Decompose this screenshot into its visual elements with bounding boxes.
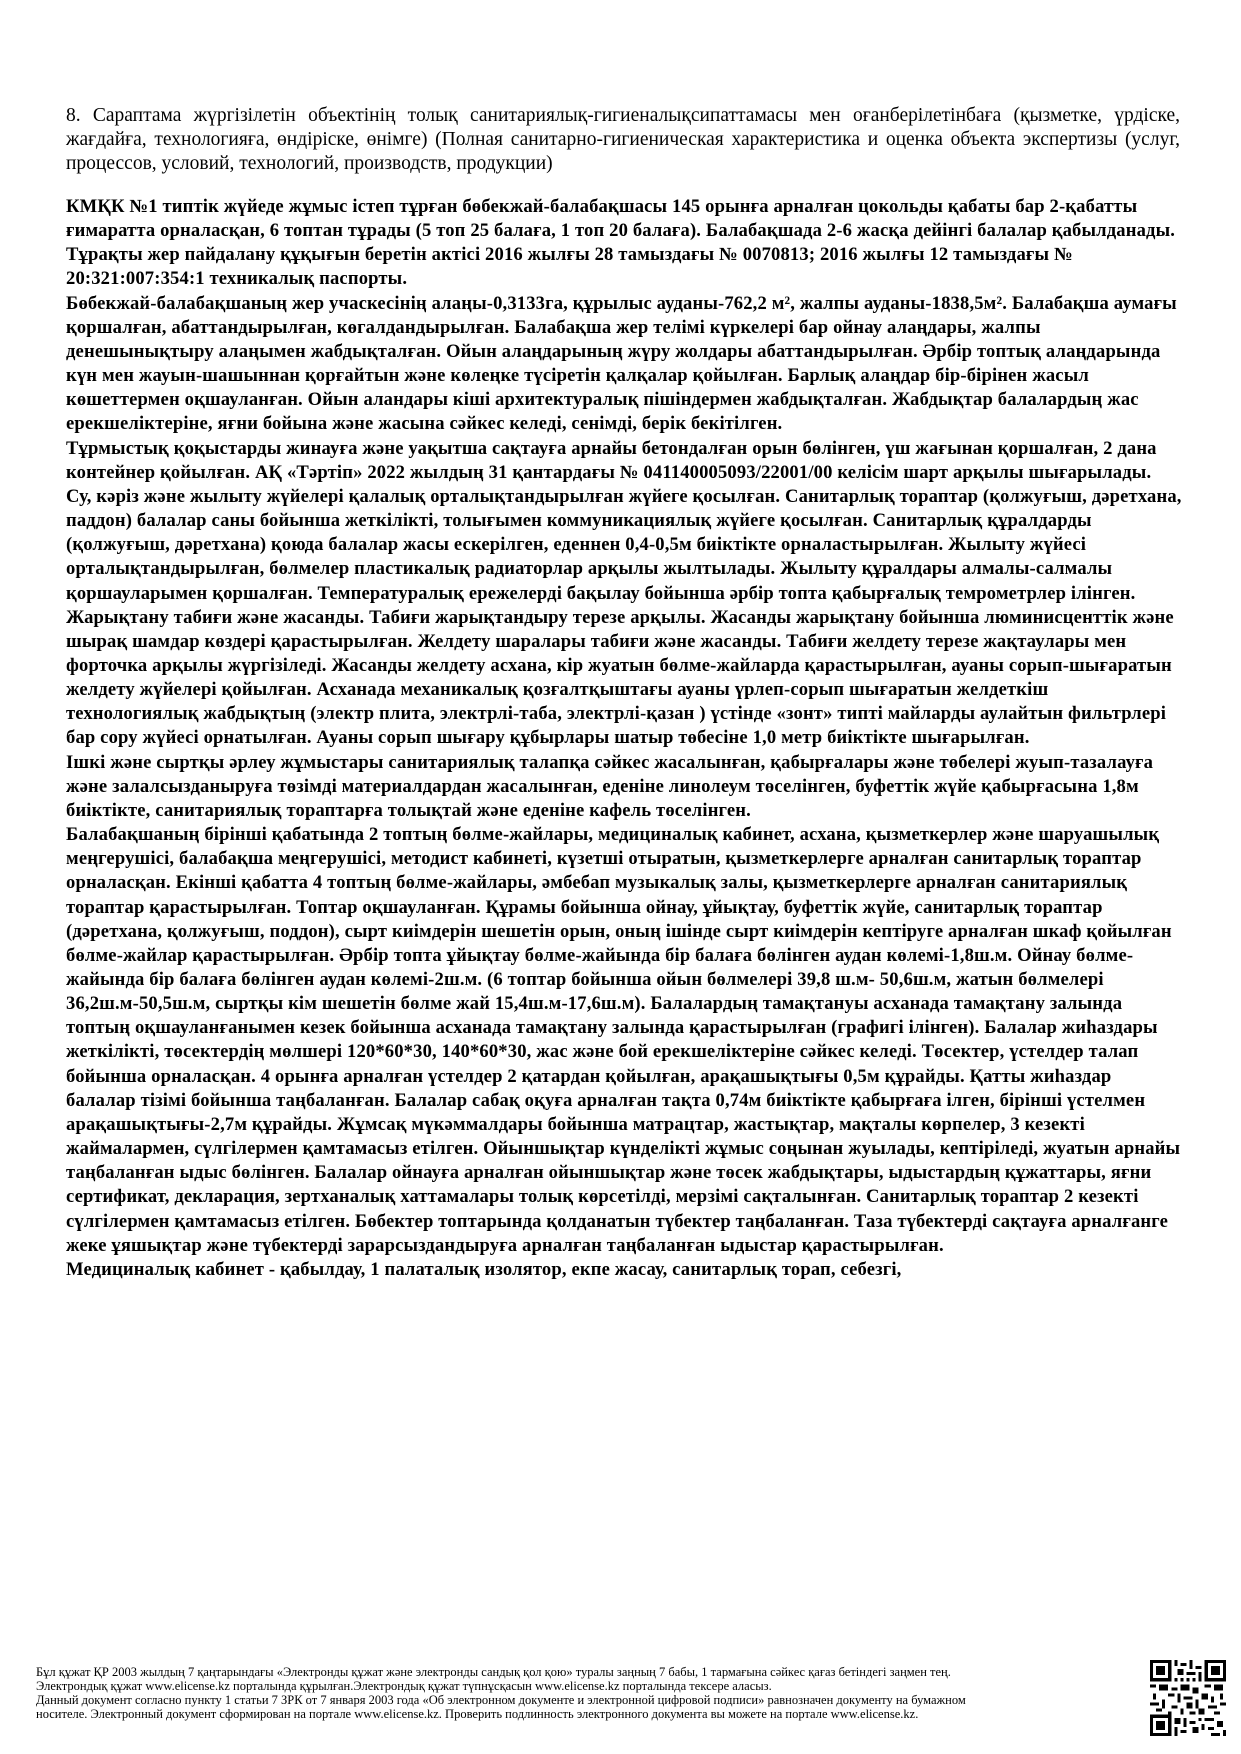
legal-footer bbox=[36, 1665, 1136, 1721]
paragraph-layout-groups: Балабақшаның бірінші қабатында 2 топтың бөлме-жайлары, медициналық кабинет, асхана, қызметкерлер және шаруашылық меңгерушісі, балабақша меңгерушісі, методист кабинеті, күзетші отыратын, қызметкерлерге арналған санитарлық тораптар орналасқан. Екінші қабатта 4 топтың бөлме-жайлары, әмбебап музыкалық залы, қызметкерлерге арналған санитариялық тораптар қарастырылған. Топтар оқшауланған. Құрамы бойынша ойнау, ұйықтау, буфеттік жүйе, санитарлық тораптар (дәретхана, қолжуғыш, поддон), сырт киімдерін шешетін орын, оның ішінде сырт киімдерін кептіруге арналған шкаф қойылған бөлме-жайлар қарастырылған. Әрбір топта ұйықтау бөлме-жайында бір балаға бөлінген аудан көлемі-1,8ш.м. Ойнау бөлме-жайында бір балаға бөлінген аудан көлемі-2ш.м. (6 топтар бойынша ойын бөлмелері 39,8 ш.м- 50,6ш.м, жатын бөлмелері 36,2ш.м-50,5ш.м, сыртқы кім шешетін бөлме жай 15,4ш.м-17,6ш.м). Балалардың тамақтануы асханада тамақтану залында топтың оқшауланғанымен кезек бойынша асханада тамақтану залында қарастырылған (графигі ілінген). Балалар жиһаздары жеткілікті, төсектердің мөлшері 120*60*30, 140*60*30, жас және бой ерекшеліктеріне сәйкес келеді. Төсектер, үстелдер талап бойынша орналасқан. 4 орынға арналған үстелдер 2 қатардан қойылған, арақашықтығы 0,5м құрайды. Қатты жиһаздар балалар тізімі бойынша таңбаланған. Балалар сабақ оқуға арналған тақта 0,74м биіктікте қабырғаға ілген, бірінші үстелмен арақашықтығы-2,7м құрайды. Жұмсақ мүкәммалдары бойынша матрацтар, жастықтар, мақталы көрпелер, 3 кезекті жаймалармен, сүлгілермен қамтамасыз етілген. Ойыншықтар күнделікті жұмыс соңынан жуылады, кептіріледі, жуатын арнайы таңбаланған ыдыс бөлінген. Балалар ойнауға арналған ойыншықтар және төсек жабдықтары, ыдыстардың құжаттары, яғни сертификат, декларация, зертханалық хаттамалары толық көрсетілді, мерзімі сақталынған. Санитарлық тораптар 2 кезекті сүлгілермен қамтамасыз етілген. Бөбектер топтарында қолданатын түбектер таңбаланған. Таза түбектерді сақтауға арналғанге жеке ұяшықтар және түбектерді зарарсыздандыруға арналған таңбаланған ыдыстар қарастырылған. bbox=[66, 824, 1181, 1256]
paragraph-building-info: КМҚК №1 типтік жүйеде жұмыс істеп тұрған бөбекжай-балабақшасы 145 орынға арналған цокольды қабаты бар 2-қабатты ғимаратта орналасқан, 6 топтан тұрады (5 топ 25 балаға, 1 топ 20 балаға). Балабақшада 2-6 жасқа дейінгі балалар қабылданады. Тұрақты жер пайдалану құқығын беретін актісі 2016 жылғы 28 тамыздағы № 0070813; 2016 жылғы 12 тамыздағы № 20:321:007:354:1 техникалық паспорты. bbox=[66, 196, 1176, 290]
paragraph-waste-collection: Тұрмыстық қоқыстарды жинауға және уақытша сақтауға арнайы бетондалған орын бөлінген, үш жағынан қоршалған, 2 дана контейнер қойылған. АҚ «Тәртіп» 2022 жылдың 31 қантардағы № 041140005093/22001/00 келісім шарт арқылы шығарылады. bbox=[66, 437, 1157, 483]
footer-line: Бұл құжат ҚР 2003 жылдың 7 қаңтарындағы «Электронды құжат және электронды сандық қол қою» туралы заңның 7 бабы, 1 тармағына сәйкес қағаз бетіндегі заңмен тең. bbox=[36, 1665, 951, 1679]
qr-code-icon bbox=[1150, 1660, 1226, 1736]
footer-line: Электрондық құжат www.elicense.kz порталында құрылған.Электрондық құжат түпнұсқасын www.elicense.kz порталында тексере аласыз. bbox=[36, 1679, 772, 1693]
section-heading: 8. Сараптама жүргізілетін объектінің толық санитариялық-гигиеналықсипаттамасы мен оғанберілетінбаға (қызметке, үрдіске, жағдайға, технологияға, өндіріске, өнімге) (Полная санитарно-гигиеническая характеристика и оценка объекта экспертизы (услуг, процессов, условий, технологий, производств, продукции) bbox=[66, 105, 1180, 174]
paragraph-finishing: Ішкі және сыртқы әрлеу жұмыстары санитариялық талапқа сәйкес жасалынған, қабырғалары және төбелері жуып-тазалауға және залалсызданыруға төзімді материалдардан жасалынған, еденіне линолеум төселінген, буфеттік жүйе қабырғасына 1,8м биіктікте, санитариялық тораптарға толықтай және еденіне кафель төселінген. bbox=[66, 751, 1154, 821]
paragraph-land-plot: Бөбекжай-балабақшаның жер учаскесінің алаңы-0,3133га, құрылыс ауданы-762,2 м², жалпы ауданы-1838,5м². Балабақша аумағы қоршалған, абаттандырылған, көгалдандырылған. Балабақша жер телімі күркелері бар ойнау алаңдары, жалпы денешынықтыру алаңымен жабдықталған. Ойын алаңдарының жүру жолдары абаттандырылған. Әрбір топтық алаңдарында күн мен жауын-шашыннан қорғайтын және көлеңке түсіретін қалқалар қойылған. Барлық алаңдар бір-бірінен жасыл көшеттермен оқшауланған. Ойын аландары кіші архитектуралық пішіндермен жабдықталған. Жабдықтар балалардың жас ерекшеліктеріне, яғни бойына және жасына сәйкес келеді, сенімді, берік бекітілген. bbox=[66, 292, 1177, 435]
document-body bbox=[66, 195, 1184, 1282]
footer-line: Данный документ согласно пункту 1 статьи 7 ЗРК от 7 января 2003 года «Об электронном документе и электронной цифровой подписи» равнозначен документу на бумажном bbox=[36, 1693, 966, 1707]
paragraph-medical-cabinet: Медициналық кабинет - қабылдау, 1 палаталық изолятор, екпе жасау, санитарлық торап, себезгі, bbox=[66, 1258, 902, 1280]
paragraph-utilities: Су, кәріз және жылыту жүйелері қалалық орталықтандырылған жүйеге қосылған. Санитарлық тораптар (қолжуғыш, дәретхана, паддон) балалар саны бойынша жеткілікті, толығымен коммуникациялық жүйеге қосылған. Санитарлық құралдарды (қолжуғыш, дәретхана) қоюда балалар жасы ескерілген, еденнен 0,4-0,5м биіктікте орналастырылған. Жылыту жүйесі орталықтандырылған, бөлмелер пластикалық радиаторлар арқылы жылтылады. Жылыту құралдары алмалы-салмалы қоршауларымен қоршалған. Температуралық ережелерді бақылау бойынша әрбір топта қабырғалық темрометрлер ілінген. Жарықтану табиғи және жасанды. Табиғи жарықтандыру терезе арқылы. Жасанды жарықтану бойынша люминисценттік және шырақ шамдар көздері қарастырылған. Желдету шаралары табиғи және жасанды. Табиғи желдету терезе жақтаулары мен форточка арқылы жүргізіледі. Жасанды желдету асхана, кір жуатын бөлме-жайларда қарастырылған, ауаны сорып-шығаратын желдету жүйелері қойылған. Асханада механикалық қозғалтқыштағы ауаны үрлеп-сорып шығаратын желдеткіш технологиялық жабдықтың (электр плита, электрлі-таба, электрлі-қазан ) үстінде «зонт» типті майларды аулайтын фильтрлері бар сору жүйесі орнатылған. Ауаны сорып шығару құбырлары шатыр төбесіне 1,0 метр биіктікте шығарылған. bbox=[66, 485, 1182, 749]
footer-line: носителе. Электронный документ сформирован на портале www.elicense.kz. Проверить подлинность электронного документа вы можете на портале www.elicense.kz. bbox=[36, 1707, 919, 1721]
